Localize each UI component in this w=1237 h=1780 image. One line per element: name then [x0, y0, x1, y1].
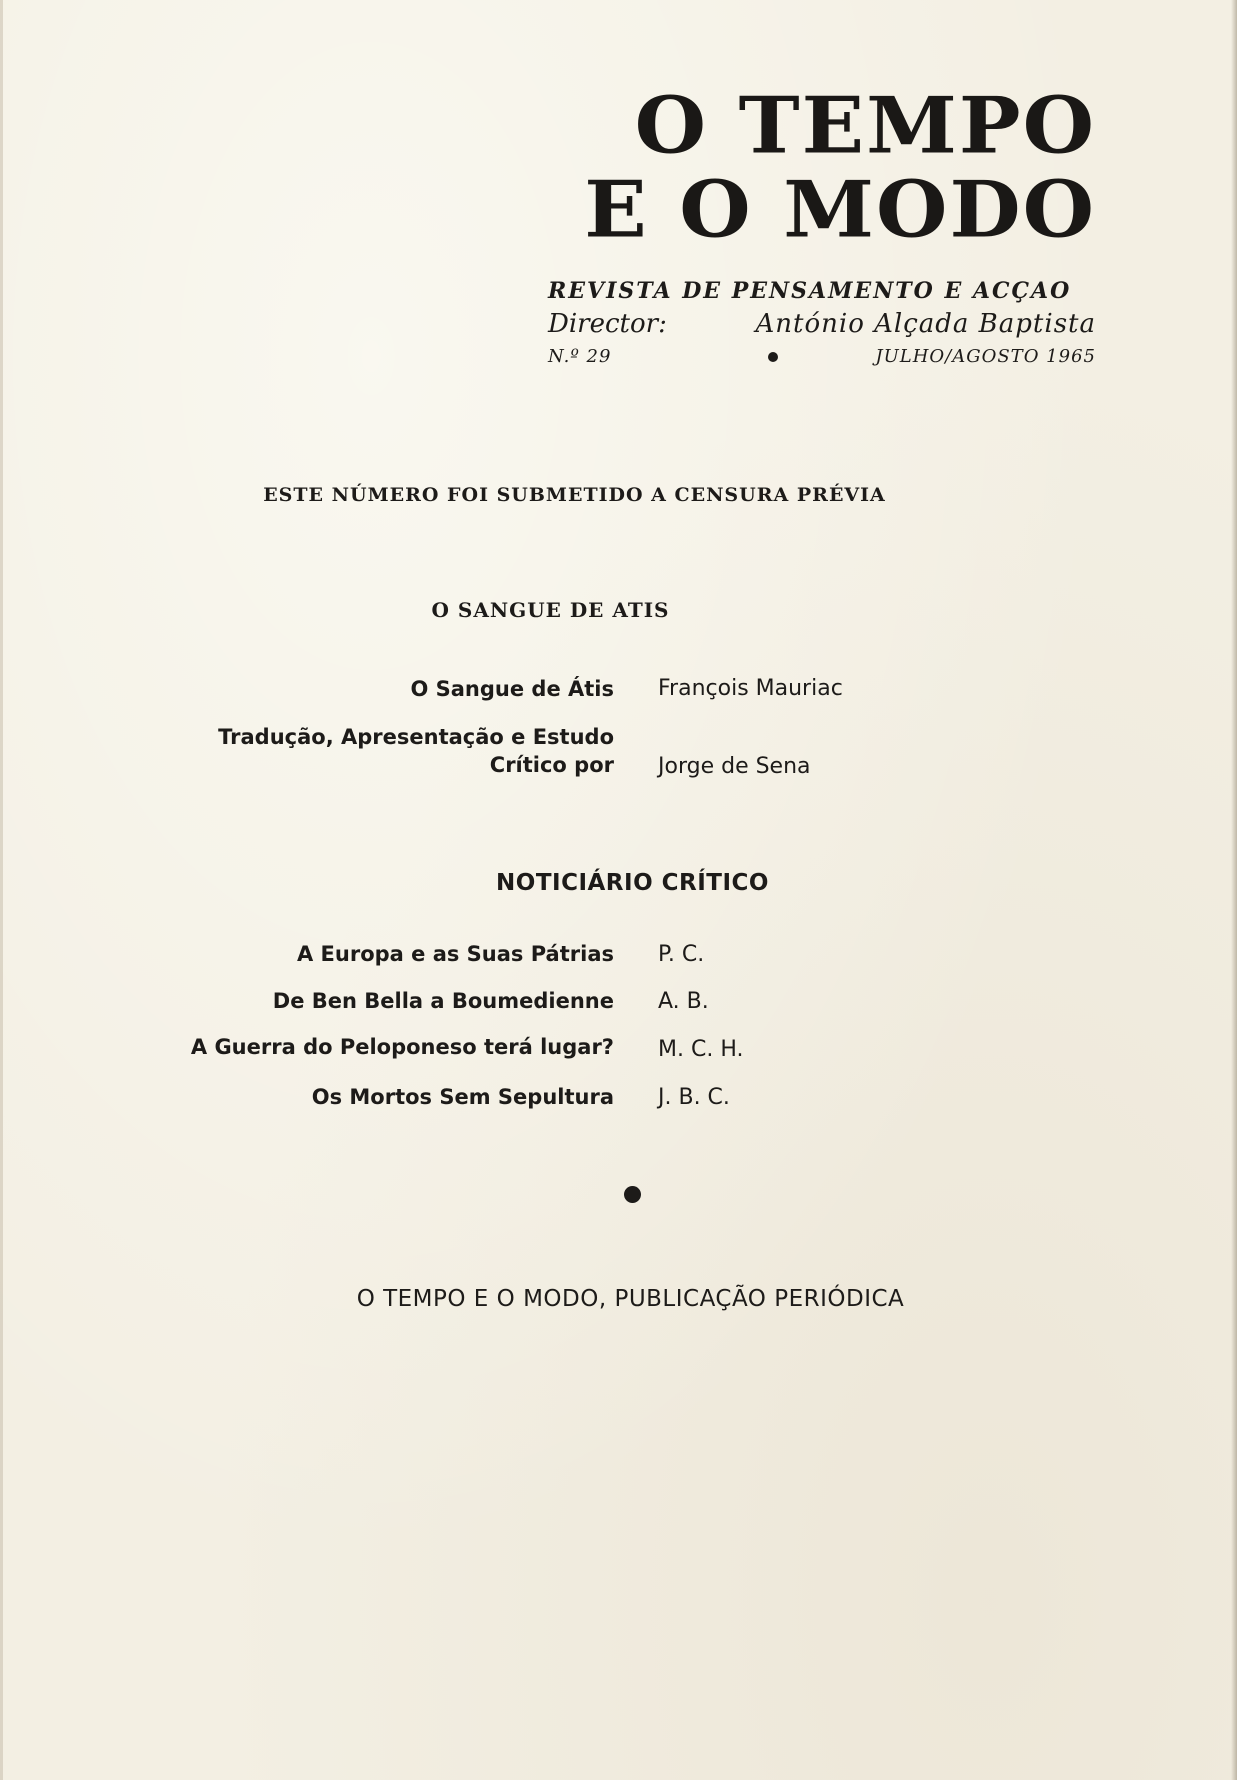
toc-entry-author: M. C. H.: [658, 1037, 744, 1062]
issue-date: JULHO/AGOSTO 1965: [875, 346, 1096, 367]
magazine-title: [548, 80, 1096, 256]
censorship-notice: [0, 484, 1237, 506]
toc-entry-author: P. C.: [658, 942, 705, 967]
toc-entry-title: A Guerra do Peloponeso terá lugar?: [190, 1035, 614, 1059]
toc-entry-author: François Mauriac: [658, 676, 843, 701]
toc-entry-title: Crítico por: [489, 753, 614, 777]
publication-footer-text: O TEMPO E O MODO, PUBLICAÇÃO PERIÓDICA: [356, 1286, 905, 1312]
section-heading-sangue: [0, 598, 1237, 622]
section-heading-noticiario-text: NOTICIÁRIO CRÍTICO: [496, 870, 769, 896]
toc-entry-title: A Europa e as Suas Pátrias: [296, 942, 614, 966]
director-name: António Alçada Baptista: [755, 309, 1096, 339]
publication-footer: [0, 1286, 1237, 1312]
separator-dot-icon: [624, 1186, 641, 1203]
issue-line: [548, 342, 1096, 372]
magazine-title-line1: O TEMPO: [634, 80, 1096, 172]
section-heading-noticiario: [0, 870, 1237, 896]
masthead: [548, 82, 1096, 372]
issue-number: N.º 29: [548, 346, 612, 367]
section-heading-sangue-text: O SANGUE DE ATIS: [431, 598, 670, 622]
director-label: Director:: [548, 309, 667, 339]
toc-entry-author: J. B. C.: [658, 1085, 730, 1110]
toc-entry-title: Os Mortos Sem Sepultura: [311, 1085, 614, 1109]
toc-entry-title: Tradução, Apresentação e Estudo: [218, 725, 614, 749]
director-line: [548, 306, 1096, 342]
toc-entry-title: O Sangue de Átis: [410, 677, 614, 701]
magazine-title-line2: E O MODO: [584, 164, 1096, 256]
bullet-icon: [768, 352, 778, 362]
censorship-notice-text: ESTE NÚMERO FOI SUBMETIDO A CENSURA PRÉVIA: [263, 484, 886, 506]
toc-entry-author: A. B.: [658, 989, 709, 1014]
magazine-subtitle: REVISTA DE PENSAMENTO E ACÇAO: [548, 278, 1072, 304]
toc-entry-author: Jorge de Sena: [658, 754, 811, 779]
toc-entry-title: De Ben Bella a Boumedienne: [272, 989, 614, 1013]
